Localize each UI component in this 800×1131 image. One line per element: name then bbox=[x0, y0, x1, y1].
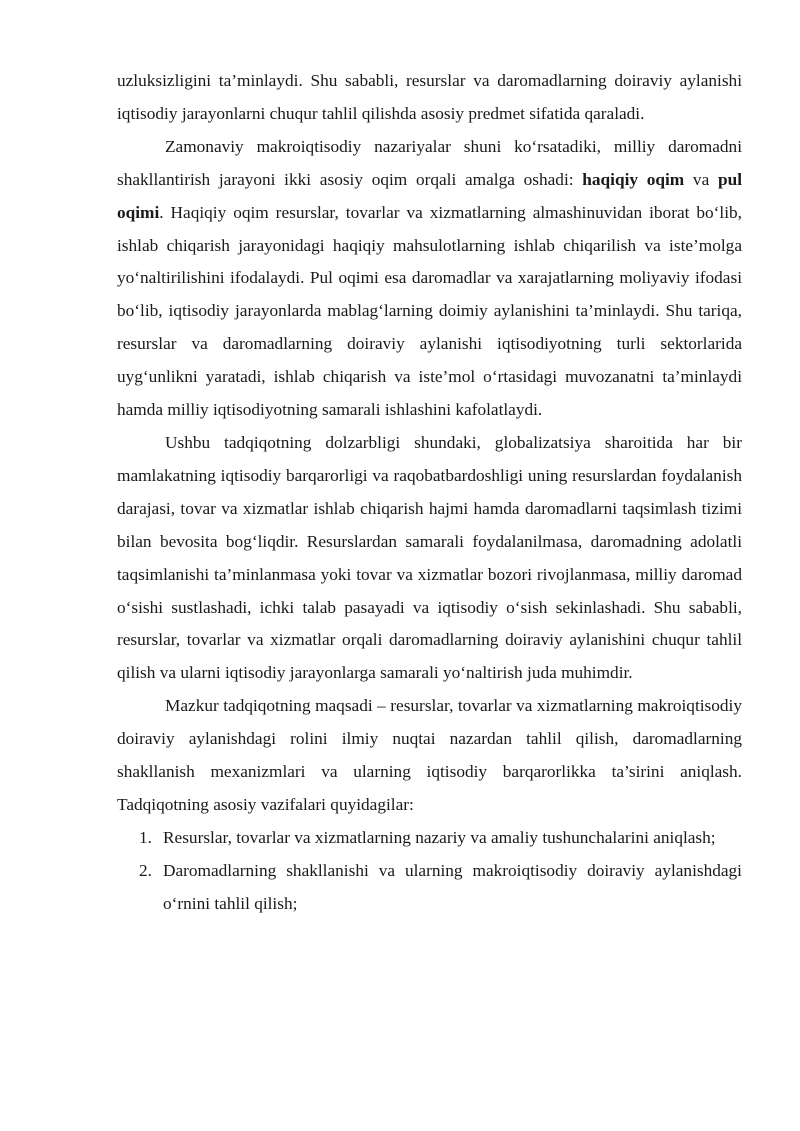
paragraph-relevance: Ushbu tadqiqotning dolzarbligi shundaki, globalizatsiya sharoitida har bir mamlakatning iqtisodiy barqarorligi va raqobatbardoshligi uning resurslardan foydalanish darajasi, tovar va xizmatlar ishlab chiqarish hajmi hamda daromadlarni taqsimlash tizimi bilan bevosita bog‘liqdir. Resurslardan samarali foydalanilmasa, daromadning adolatli taqsimlanishi ta’minlanmasa yoki tovar va xizmatlar bozori rivojlanmasa, milliy daromad o‘sishi sustlashadi, ichki talab pasayadi va iqtisodiy o‘sish sekinlashadi. Shu sababli, resurslar, tovarlar va xizmatlar orqali daromadlarning doiraviy aylanishini chuqur tahlil qilish va ularni iqtisodiy jarayonlarga samarali yo‘naltirish juda muhimdir. bbox=[117, 432, 742, 683]
paragraph-flows-text-b: va bbox=[684, 169, 718, 189]
list-item-text: Resurslar, tovarlar va xizmatlarning nazariy va amaliy tushunchalarini aniqlash; bbox=[163, 827, 716, 847]
paragraph-flows-text-a: Zamonaviy makroiqtisodiy nazariyalar shuni ko‘rsatadiki, milliy daromadni shakllantirish jarayoni ikki asosiy oqim orqali amalga oshadi: bbox=[117, 136, 742, 189]
paragraph-continuation: uzluksizligini ta’minlaydi. Shu sababli, resurslar va daromadlarning doiraviy aylanishi iqtisodiy jarayonlarni chuqur tahlil qilishda asosiy predmet sifatida qaraladi. bbox=[117, 71, 742, 123]
body-text bbox=[117, 65, 742, 921]
list-item bbox=[117, 855, 742, 921]
tasks-list bbox=[117, 822, 742, 921]
paragraph-flows bbox=[117, 131, 742, 427]
bold-term-real-flow: haqiqiy oqim bbox=[582, 169, 685, 189]
list-item-text: Daromadlarning shakllanishi va ularning makroiqtisodiy doiraviy aylanishdagi o‘rnini tahlil qilish; bbox=[163, 860, 742, 913]
bold-term-money-flow: pul oqimi bbox=[117, 169, 742, 222]
list-item-number: 2. bbox=[139, 860, 152, 880]
list-item bbox=[117, 822, 742, 855]
paragraph-flows-text-c: . Haqiqiy oqim resurslar, tovarlar va xizmatlarning almashinuvidan iborat bo‘lib, ishlab chiqarish jarayonidagi haqiqiy mahsulotlarning ishlab chiqarilish va iste’molga yo‘naltirilishini ifodalaydi. Pul oqimi esa daromadlar va xarajatlarning moliyaviy ifodasi bo‘lib, iqtisodiy jarayonlarda mablag‘larning doimiy aylanishini ta’minlaydi. Shu tariqa, resurslar va daromadlarning doiraviy aylanishi iqtisodiyotning turli sektorlarida uyg‘unlikni yaratadi, ishlab chiqarish va iste’mol o‘rtasidagi muvozanatni ta’minlaydi hamda milliy iqtisodiyotning samarali ishlashini kafolatlaydi. bbox=[117, 202, 742, 420]
paragraph-purpose: Mazkur tadqiqotning maqsadi – resurslar, tovarlar va xizmatlarning makroiqtisodiy doiraviy aylanishdagi rolini ilmiy nuqtai nazardan tahlil qilish, daromadlarning shakllanish mexanizmlari va ularning iqtisodiy barqarorlikka ta’sirini aniqlash. Tadqiqotning asosiy vazifalari quyidagilar: bbox=[117, 696, 742, 814]
list-item-number: 1. bbox=[139, 827, 152, 847]
